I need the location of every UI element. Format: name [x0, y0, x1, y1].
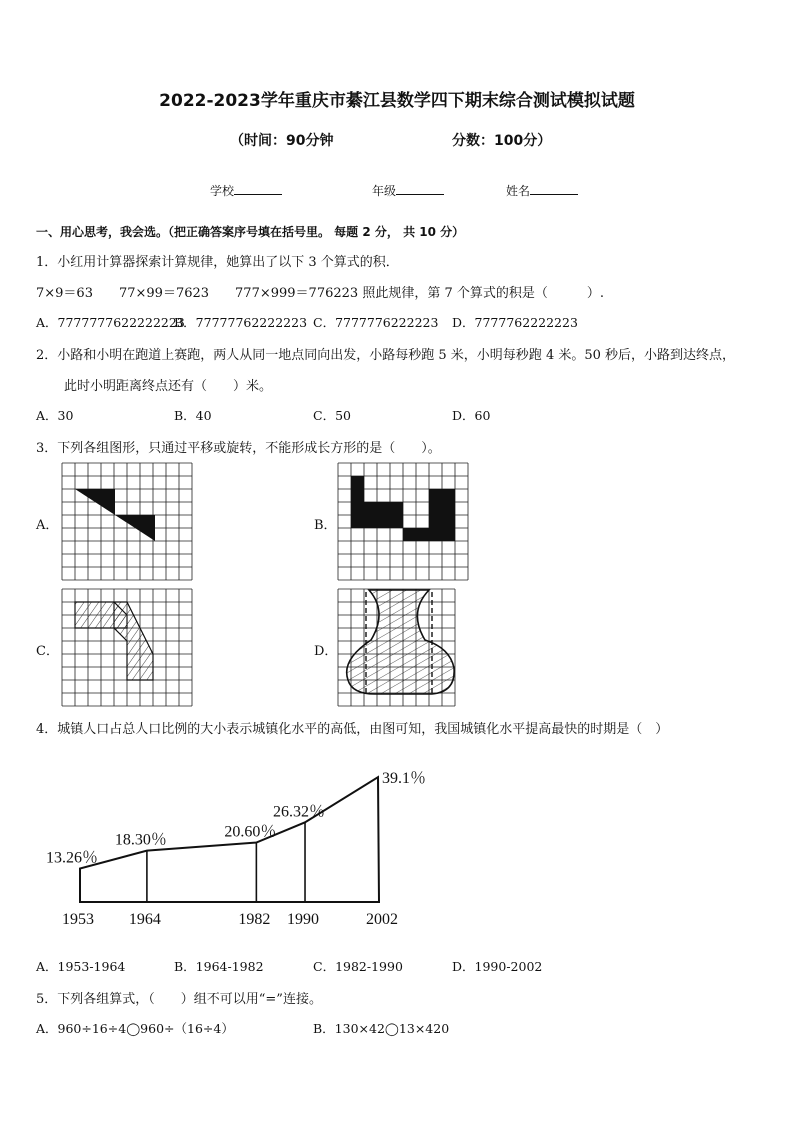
chart-tick-label-1964: 1964 [128, 911, 161, 928]
chart-value-label-2002: 39.1％ [382, 770, 427, 788]
q4-option-d: D．1990-2002 [452, 959, 543, 974]
q4-stem: 4．城镇人口占总人口比例的大小表示城镇化水平的高低，由图可知，我国城镇化水平提高最快的时期是（ ） [36, 722, 669, 737]
section-heading: 一、用心思考，我会选。（把正确答案序号填在括号里。 每题 2 分， 共 10 分） [36, 225, 465, 239]
q1-option-c: C．7777776222223 [313, 315, 439, 330]
q3-label-a: A． [36, 518, 59, 533]
chart-tick-label-1953: 1953 [62, 911, 94, 928]
page-title: 2022-2023学年重庆市綦江县数学四下期末综合测试模拟试题 [159, 91, 635, 111]
q2-option-d: D．60 [452, 408, 491, 423]
q3-stem: 3．下列各组图形，只通过平移或旋转，不能形成长方形的是（ ）。 [36, 441, 441, 456]
q5-option-b: B．130×42◯13×420 [313, 1021, 450, 1036]
grade-field: 年级 [372, 182, 444, 199]
q5-stem: 5．下列各组算式，（ ）组不可以用“=”连接。 [36, 992, 322, 1007]
q2-line2: 此时小明距离终点还有（ ）米。 [64, 379, 273, 394]
q3-label-b: B． [314, 518, 337, 533]
q3-label-d: D． [314, 644, 338, 659]
shape-d-vase [347, 590, 454, 694]
chart-value-label-1982: 20.60％ [224, 823, 277, 841]
q2-option-c: C．50 [313, 408, 351, 423]
q1-option-a: A．7777777622222223 [36, 315, 185, 330]
chart-value-label-1964: 18.30％ [114, 831, 167, 849]
exam-score: 分数：100分） [452, 133, 552, 149]
q2-option-b: B．40 [174, 408, 212, 423]
q3-label-c: C． [36, 644, 59, 659]
chart-tick-label-1982: 1982 [238, 911, 271, 928]
q5-option-a: A．960÷16÷4◯960÷（16÷4） [36, 1021, 234, 1036]
q4-option-b: B．1964-1982 [174, 959, 264, 974]
q1-option-b: B．77777762222223 [174, 315, 308, 330]
q1-line2: 7×9＝63 77×99＝7623 777×999＝776223 照此规律，第 7 个算式的积是（ ）. [36, 286, 604, 301]
name-field: 姓名 [506, 182, 578, 199]
q1-stem: 1．小红用计算器探索计算规律，她算出了以下 3 个算式的积． [36, 255, 399, 270]
q4-option-a: A．1953-1964 [36, 959, 126, 974]
q1-option-d: D．7777762222223 [452, 315, 578, 330]
q2-line1: 2．小路和小明在跑道上赛跑，两人从同一地点同向出发，小路每秒跑 5 米，小明每秒跑 4 米。50 秒后，小路到达终点， [36, 348, 736, 363]
q2-option-a: A．30 [36, 408, 74, 423]
chart-tick-label-1990: 1990 [287, 911, 320, 928]
urbanization-chart [0, 740, 794, 940]
chart-tick-label-2002: 2002 [366, 911, 398, 928]
chart-value-label-1990: 26.32％ [273, 803, 326, 821]
exam-time: （时间：90分钟 [230, 133, 334, 149]
q4-option-c: C．1982-1990 [313, 959, 403, 974]
chart-value-label-1953: 13.26％ [46, 849, 99, 867]
school-field: 学校 [210, 182, 282, 199]
